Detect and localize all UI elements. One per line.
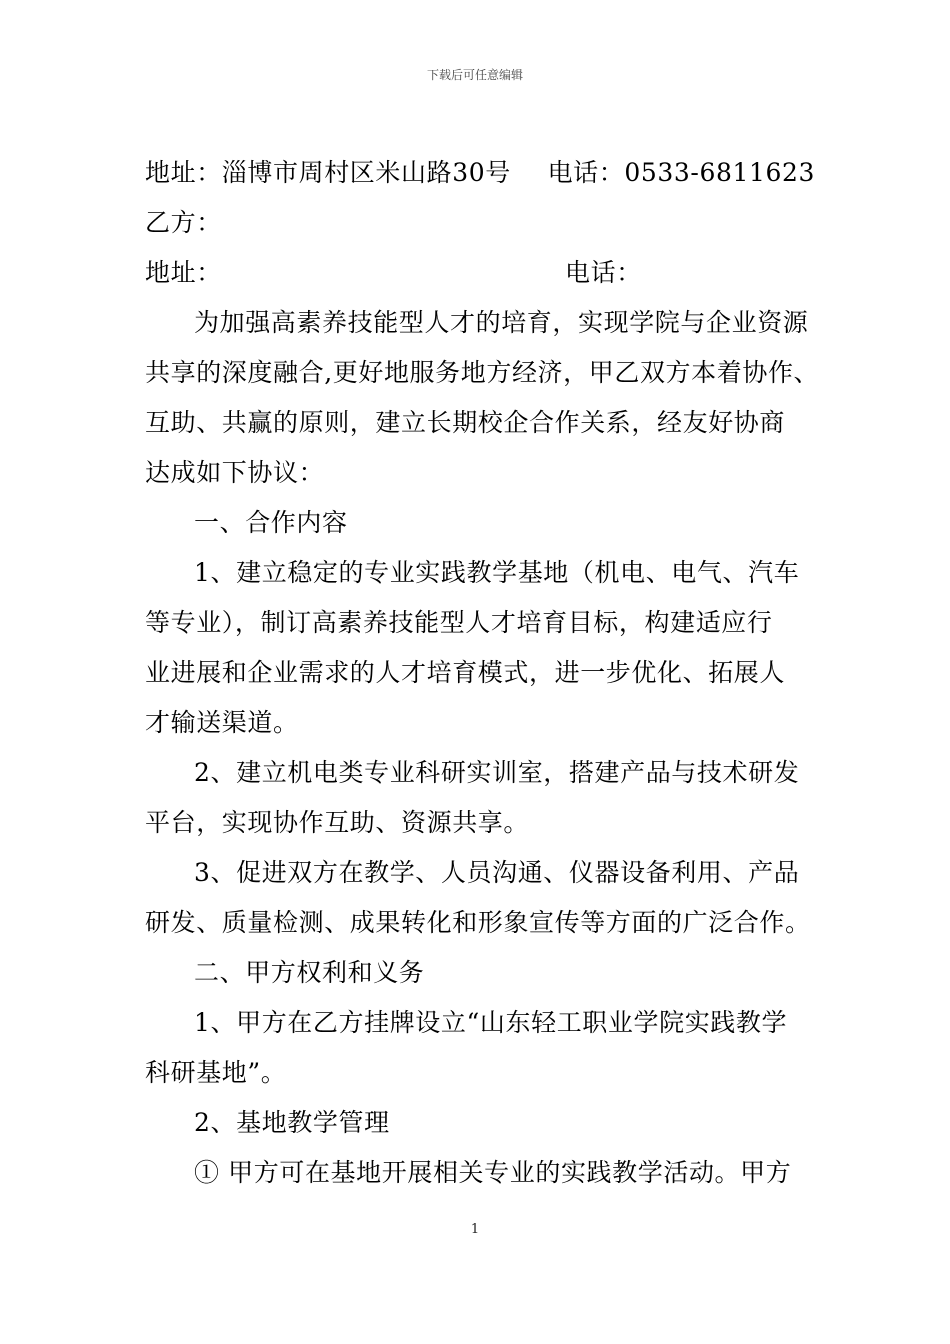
- page-header-note: 下载后可任意编辑: [426, 68, 523, 82]
- party-b-address: 地址：: [145, 258, 222, 287]
- party-a-contact-row: [145, 148, 815, 198]
- paragraph-line: 科研基地”。: [145, 1058, 287, 1087]
- paragraph-line: 共享的深度融合,更好地服务地方经济，甲乙双方本着协作、: [145, 358, 820, 387]
- section-heading: 一、合作内容: [194, 508, 348, 537]
- paragraph-line: 2、基地教学管理: [194, 1108, 390, 1137]
- paragraph-line: 研发、质量检测、成果转化和形象宣传等方面的广泛合作。: [145, 908, 811, 937]
- section-heading: 二、甲方权利和义务: [194, 958, 425, 987]
- paragraph-line: 达成如下协议：: [145, 458, 325, 487]
- paragraph-line: 业进展和企业需求的人才培育模式，进一步优化、拓展人: [145, 658, 786, 687]
- paragraph-line: 1、建立稳定的专业实践教学基地（机电、电气、汽车: [194, 558, 800, 587]
- party-b-phone: 电话：: [565, 258, 642, 287]
- party-b-contact-row: [145, 248, 815, 298]
- party-b-label: 乙方：: [145, 208, 222, 237]
- paragraph-line: 为加强高素养技能型人才的培育，实现学院与企业资源: [194, 308, 809, 337]
- party-a-phone: 电话：0533-6811623: [547, 158, 815, 187]
- page-number: 1: [470, 1222, 480, 1237]
- paragraph-line: 等专业），制订高素养技能型人才培育目标，构建适应行: [145, 608, 773, 637]
- paragraph-line: 3、促进双方在教学、人员沟通、仪器设备利用、产品: [194, 858, 800, 887]
- paragraph-line: ① 甲方可在基地开展相关专业的实践教学活动。甲方: [194, 1158, 792, 1187]
- party-a-address: 地址：淄博市周村区米山路30号: [145, 158, 511, 187]
- paragraph-line: 互助、共赢的原则，建立长期校企合作关系，经友好协商: [145, 408, 786, 437]
- paragraph-line: 才输送渠道。: [145, 708, 299, 737]
- paragraph-line: 2、建立机电类专业科研实训室，搭建产品与技术研发: [194, 758, 800, 787]
- document-body: [145, 148, 820, 1198]
- paragraph-line: 1、甲方在乙方挂牌设立“山东轻工职业学院实践教学: [194, 1008, 788, 1037]
- paragraph-line: 平台，实现协作互助、资源共享。: [145, 808, 530, 837]
